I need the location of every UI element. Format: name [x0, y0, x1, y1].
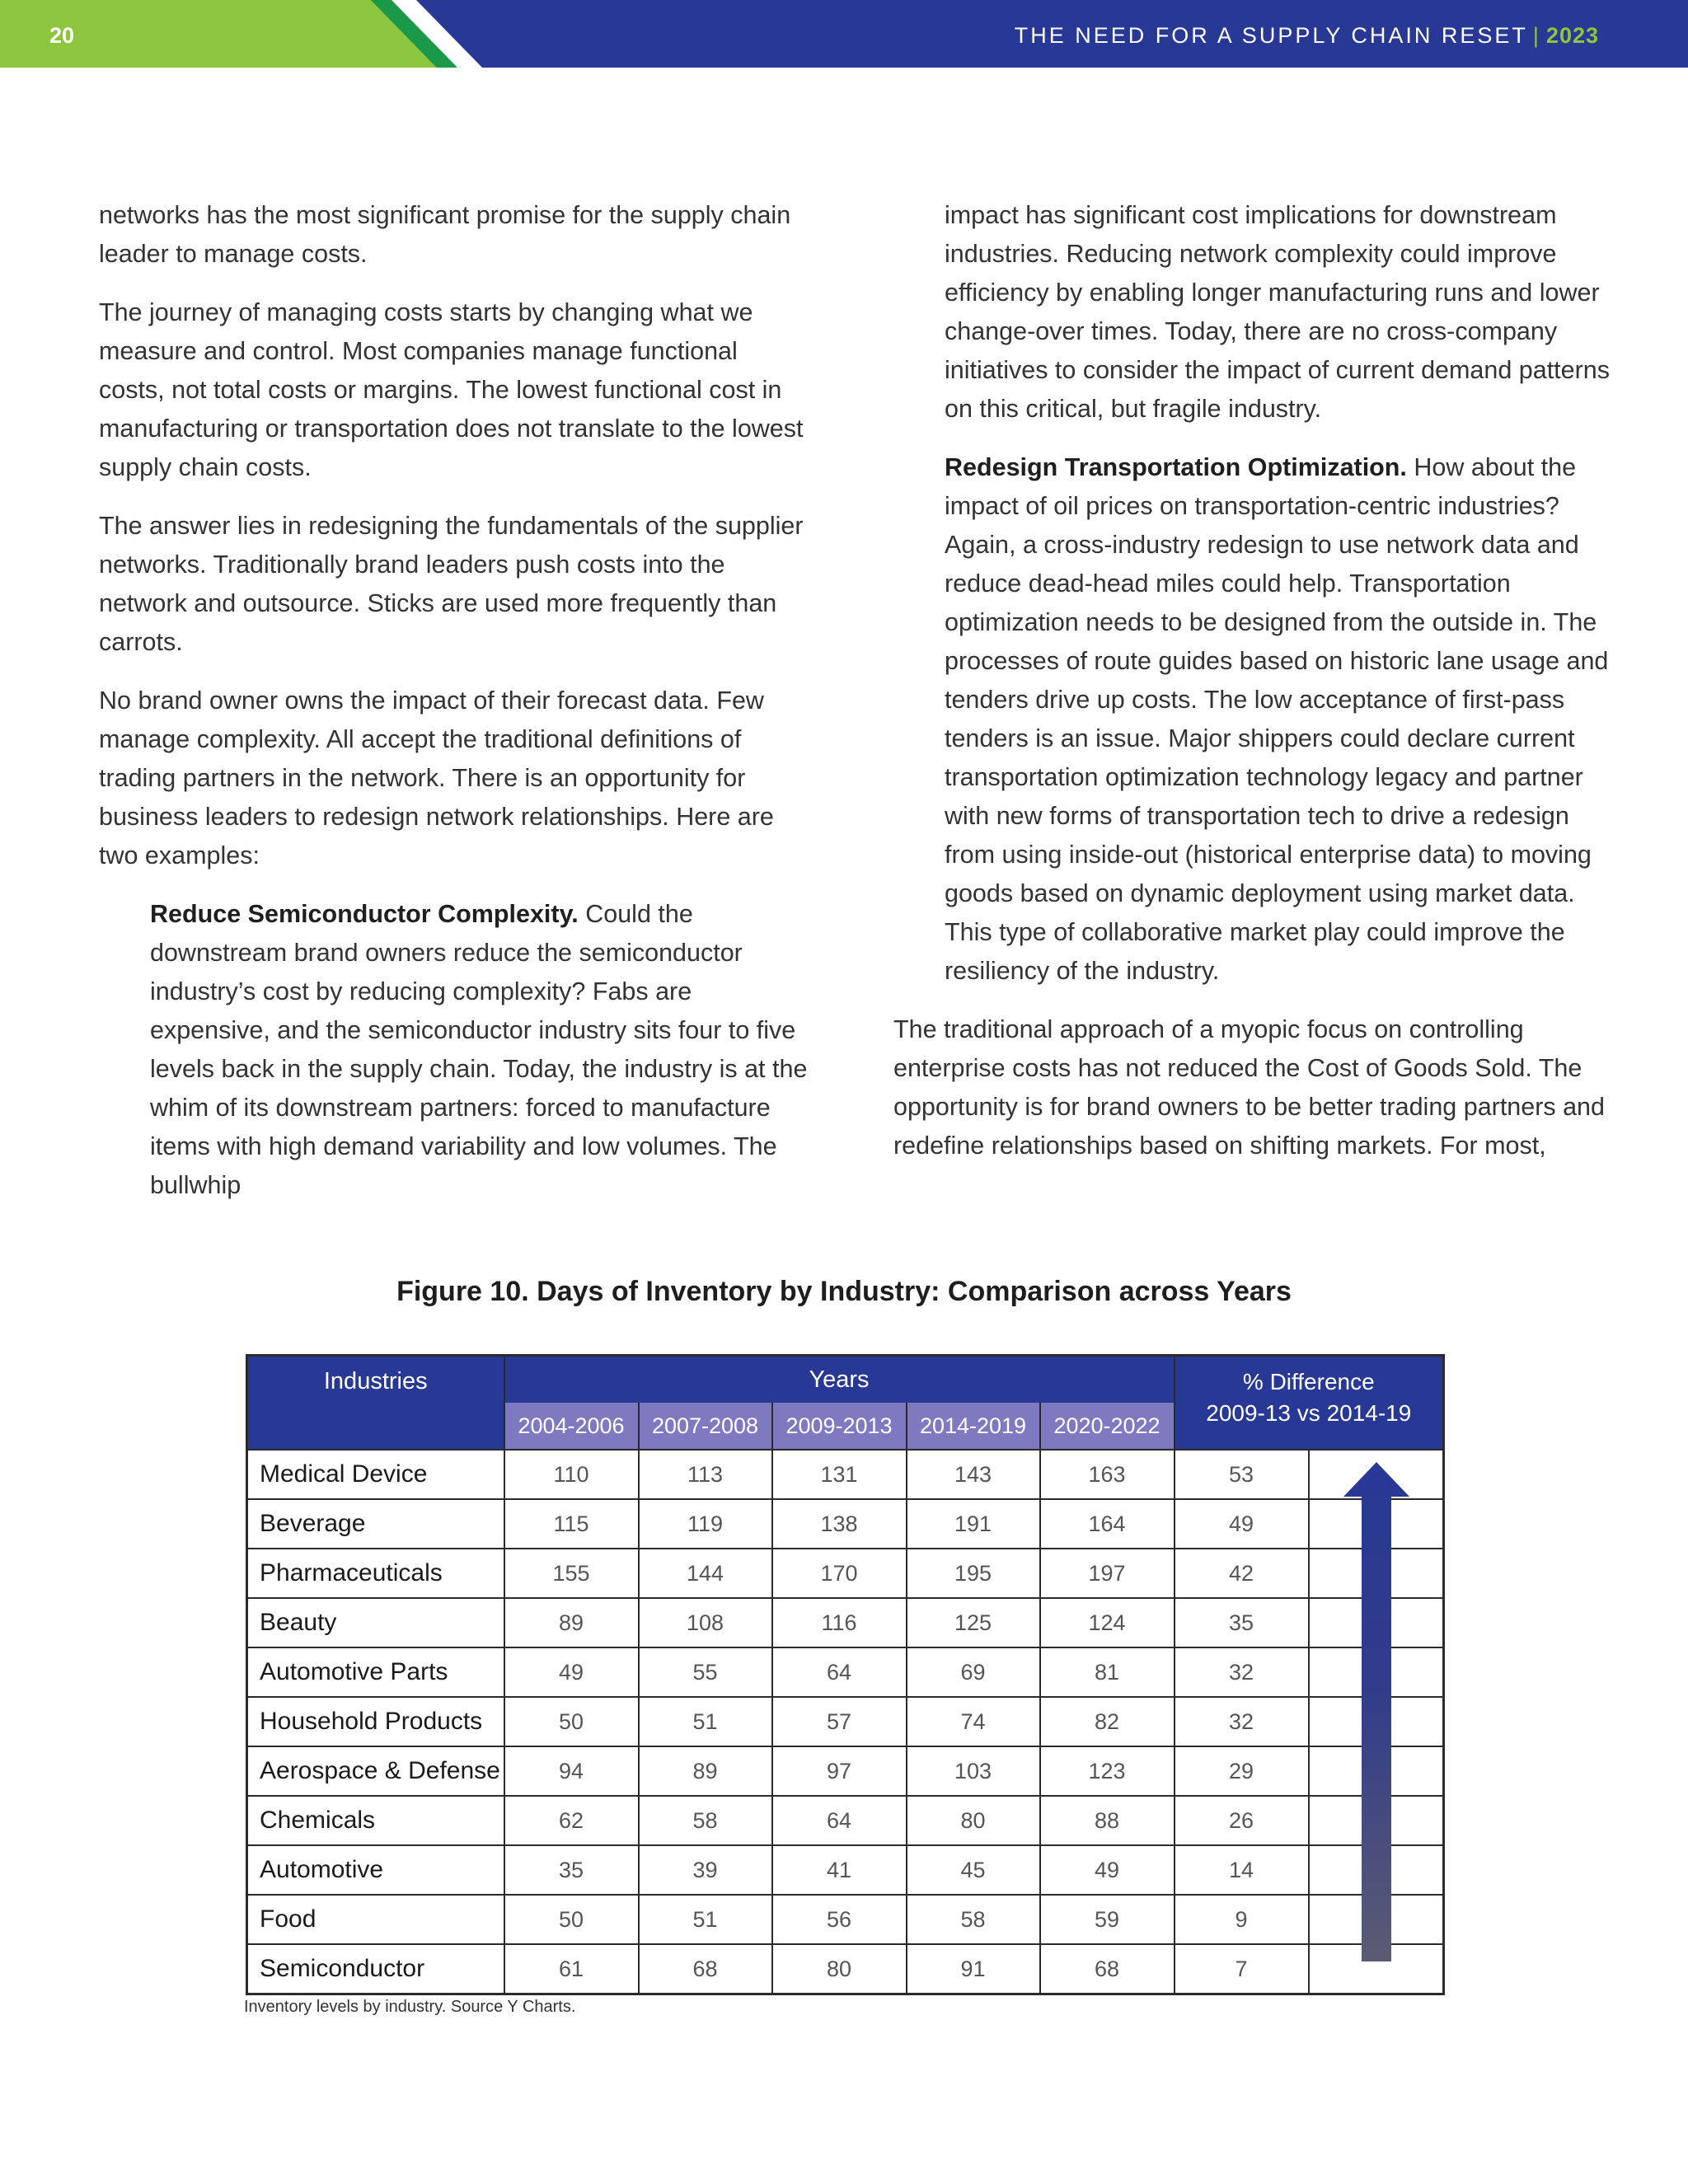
diff-cell: 26	[1175, 1796, 1309, 1845]
example-text: Could the downstream brand owners reduce the semiconductor industry’s cost by reducing complexity? Fabs are expensive, and the semiconductor industry sits four to five levels back in the supply chain. Today, the industry is at the whim of its downstream partners: forced to manufacture items with high demand variability and low volumes. The bullwhip	[150, 900, 808, 1199]
paragraph: No brand owner owns the impact of their forecast data. Few manage complexity. All accept the traditional definitions of trading partners in the network. There is an opportunity for business leaders to redesign network relationships. Here are two examples:	[99, 687, 774, 869]
value-cell: 113	[639, 1450, 772, 1499]
year-range-header: 2004-2006	[504, 1403, 639, 1450]
table-row	[247, 1598, 1444, 1647]
table-row	[247, 1697, 1444, 1746]
value-cell: 69	[907, 1647, 1040, 1697]
diff-cell: 42	[1175, 1549, 1309, 1598]
example-paragraph	[945, 448, 1611, 991]
table-row	[247, 1796, 1444, 1845]
value-cell: 49	[504, 1647, 639, 1697]
industry-cell: Medical Device	[247, 1450, 504, 1499]
value-cell: 155	[504, 1549, 639, 1598]
value-cell: 81	[1040, 1647, 1175, 1697]
industry-cell: Food	[247, 1895, 504, 1944]
table-row	[247, 1895, 1444, 1944]
value-cell: 35	[504, 1845, 639, 1895]
table-row	[247, 1450, 1444, 1499]
table-row	[247, 1499, 1444, 1549]
paragraph: impact has significant cost implications for downstream industries. Reducing network complexity could improve efficiency by enabling longer manufacturing runs and lower change-over times. Today, there are no cross-company initiatives to consider the impact of current demand patterns on this critical, but fragile industry.	[945, 201, 1610, 423]
value-cell: 57	[772, 1697, 907, 1746]
value-cell: 51	[639, 1895, 772, 1944]
example-heading: Redesign Transportation Optimization.	[945, 453, 1407, 481]
header-industries: Industries	[247, 1356, 504, 1451]
industry-cell: Beauty	[247, 1598, 504, 1647]
diff-cell: 35	[1175, 1598, 1309, 1647]
table-row	[247, 1549, 1444, 1598]
value-cell: 91	[907, 1944, 1040, 1994]
diff-cell: 29	[1175, 1746, 1309, 1796]
value-cell: 56	[772, 1895, 907, 1944]
value-cell: 59	[1040, 1895, 1175, 1944]
figure-caption: Inventory levels by industry. Source Y Charts.	[244, 1998, 576, 2016]
industry-cell: Aerospace & Defense	[247, 1746, 504, 1796]
value-cell: 64	[772, 1796, 907, 1845]
page-number: 20	[49, 23, 75, 48]
value-cell: 80	[772, 1944, 907, 1994]
diff-cell: 9	[1175, 1895, 1309, 1944]
right-column	[893, 196, 1611, 1185]
value-cell: 68	[639, 1944, 772, 1994]
year-range-header: 2020-2022	[1040, 1403, 1175, 1450]
paragraph: The traditional approach of a myopic focus on controlling enterprise costs has not reduced the Cost of Goods Sold. The opportunity is for brand owners to be better trading partners and redefine relationships based on shifting markets. For most,	[893, 1015, 1605, 1160]
diff-cell: 32	[1175, 1647, 1309, 1697]
year-range-header: 2007-2008	[639, 1403, 772, 1450]
industry-cell: Automotive	[247, 1845, 504, 1895]
example-heading: Reduce Semiconductor Complexity.	[150, 900, 579, 928]
value-cell: 124	[1040, 1598, 1175, 1647]
value-cell: 41	[772, 1845, 907, 1895]
value-cell: 191	[907, 1499, 1040, 1549]
value-cell: 163	[1040, 1450, 1175, 1499]
value-cell: 131	[772, 1450, 907, 1499]
value-cell: 55	[639, 1647, 772, 1697]
left-column	[99, 196, 808, 1225]
diff-cell: 14	[1175, 1845, 1309, 1895]
title-text: THE NEED FOR A SUPPLY CHAIN RESET	[1014, 23, 1528, 48]
year-range-header: 2009-2013	[772, 1403, 907, 1450]
value-cell: 97	[772, 1746, 907, 1796]
industry-cell: Automotive Parts	[247, 1647, 504, 1697]
value-cell: 144	[639, 1549, 772, 1598]
value-cell: 51	[639, 1697, 772, 1746]
value-cell: 58	[907, 1895, 1040, 1944]
header-years: Years	[504, 1356, 1175, 1404]
value-cell: 123	[1040, 1746, 1175, 1796]
header-difference-label: % Difference	[1242, 1369, 1375, 1394]
header-difference	[1175, 1356, 1444, 1451]
value-cell: 89	[504, 1598, 639, 1647]
value-cell: 110	[504, 1450, 639, 1499]
table-row	[247, 1944, 1444, 1994]
header-difference-sub: 2009-13 vs 2014-19	[1206, 1400, 1412, 1426]
diff-cell: 32	[1175, 1697, 1309, 1746]
table-row	[247, 1647, 1444, 1697]
value-cell: 88	[1040, 1796, 1175, 1845]
value-cell: 39	[639, 1845, 772, 1895]
value-cell: 116	[772, 1598, 907, 1647]
value-cell: 195	[907, 1549, 1040, 1598]
value-cell: 68	[1040, 1944, 1175, 1994]
table-row	[247, 1746, 1444, 1796]
value-cell: 74	[907, 1697, 1040, 1746]
diff-cell: 53	[1175, 1450, 1309, 1499]
page-header	[0, 0, 1688, 68]
value-cell: 64	[772, 1647, 907, 1697]
value-cell: 143	[907, 1450, 1040, 1499]
industry-cell: Beverage	[247, 1499, 504, 1549]
paragraph: networks has the most significant promise for the supply chain leader to manage costs.	[99, 201, 791, 268]
value-cell: 89	[639, 1746, 772, 1796]
inventory-table	[246, 1354, 1445, 1995]
value-cell: 80	[907, 1796, 1040, 1845]
table-body	[247, 1450, 1444, 1994]
figure-title: Figure 10. Days of Inventory by Industry: Comparison across Years	[396, 1276, 1292, 1307]
up-arrow-icon	[1342, 1460, 1411, 1965]
value-cell: 108	[639, 1598, 772, 1647]
industry-cell: Semiconductor	[247, 1944, 504, 1994]
value-cell: 125	[907, 1598, 1040, 1647]
paragraph: The answer lies in redesigning the fundamentals of the supplier networks. Traditionally brand leaders push costs into the network and outsource. Sticks are used more frequently than carrots.	[99, 512, 804, 656]
diff-cell: 49	[1175, 1499, 1309, 1549]
example-paragraph	[150, 895, 808, 1205]
value-cell: 170	[772, 1549, 907, 1598]
title-separator: |	[1532, 23, 1541, 48]
value-cell: 138	[772, 1499, 907, 1549]
title-year: 2023	[1545, 23, 1599, 48]
industry-cell: Chemicals	[247, 1796, 504, 1845]
paragraph: The journey of managing costs starts by changing what we measure and control. Most companies manage functional costs, not total costs or margins. The lowest functional cost in manufacturing or transportation does not translate to the lowest supply chain costs.	[99, 298, 804, 481]
document-title	[1015, 23, 1599, 49]
value-cell: 62	[504, 1796, 639, 1845]
value-cell: 197	[1040, 1549, 1175, 1598]
value-cell: 103	[907, 1746, 1040, 1796]
value-cell: 115	[504, 1499, 639, 1549]
value-cell: 61	[504, 1944, 639, 1994]
value-cell: 119	[639, 1499, 772, 1549]
value-cell: 45	[907, 1845, 1040, 1895]
year-range-header: 2014-2019	[907, 1403, 1040, 1450]
value-cell: 94	[504, 1746, 639, 1796]
value-cell: 49	[1040, 1845, 1175, 1895]
example-text: How about the impact of oil prices on transportation-centric industries? Again, a cross-industry redesign to use network data and reduce dead-head miles could help. Transportation optimization needs to be designed from the outside in. The processes of route guides based on historic lane usage and tenders drive up costs. The low acceptance of first-pass tenders is an issue. Major shippers could declare current transportation optimization technology legacy and partner with new forms of transportation tech to drive a redesign from using inside-out (historical enterprise data) to moving goods based on dynamic deployment using market data. This type of collaborative market play could improve the resiliency of the industry.	[945, 453, 1609, 985]
value-cell: 50	[504, 1895, 639, 1944]
value-cell: 82	[1040, 1697, 1175, 1746]
value-cell: 50	[504, 1697, 639, 1746]
value-cell: 58	[639, 1796, 772, 1845]
table-row	[247, 1845, 1444, 1895]
value-cell: 164	[1040, 1499, 1175, 1549]
diff-cell: 7	[1175, 1944, 1309, 1994]
industry-cell: Pharmaceuticals	[247, 1549, 504, 1598]
industry-cell: Household Products	[247, 1697, 504, 1746]
